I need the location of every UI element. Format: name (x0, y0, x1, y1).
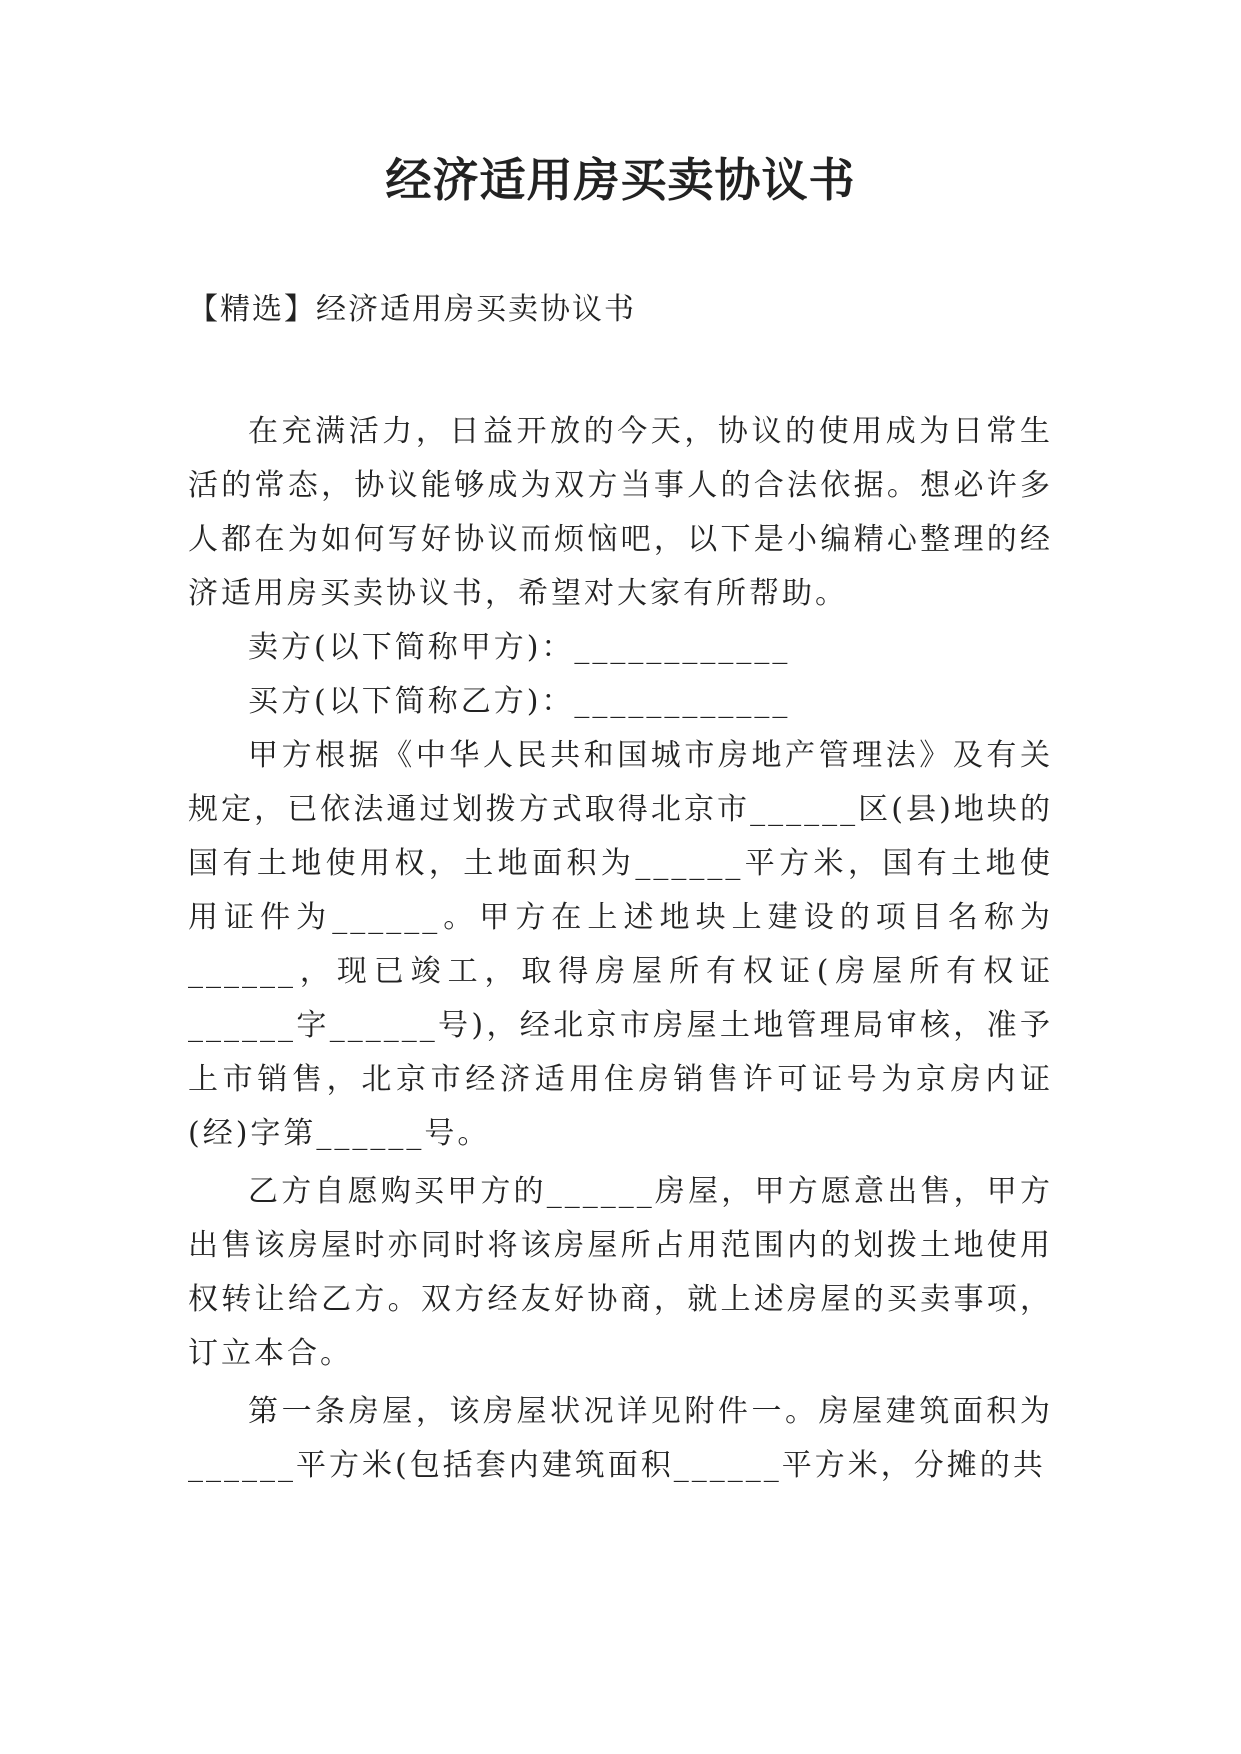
document-body (188, 405, 1053, 1493)
land-use-paragraph: 甲方根据《中华人民共和国城市房地产管理法》及有关规定，已依法通过划拨方式取得北京市______区(县)地块的国有土地使用权，土地面积为______平方米，国有土地使用证件为______。甲方在上述地块上建设的项目名称为______，现已竣工，取得房屋所有权证(房屋所有权证______字______号)，经北京市房屋土地管理局审核，准予上市销售，北京市经济适用住房销售许可证号为京房内证(经)字第______号。 (188, 738, 1053, 1151)
document-subtitle: 【精选】经济适用房买卖协议书 (188, 292, 636, 327)
article-one-paragraph: 第一条房屋，该房屋状况详见附件一。房屋建筑面积为______平方米(包括套内建筑面积______平方米，分摊的共 (188, 1394, 1053, 1483)
seller-line: 卖方(以下简称甲方)：____________ (248, 630, 791, 665)
intro-paragraph: 在充满活力，日益开放的今天，协议的使用成为日常生活的常态，协议能够成为双方当事人的合法依据。想必许多人都在为如何写好协议而烦恼吧，以下是小编精心整理的经济适用房买卖协议书，希望对大家有所帮助。 (188, 414, 1053, 611)
buyer-line: 买方(以下简称乙方)：____________ (248, 684, 791, 719)
document-title: 经济适用房买卖协议书 (385, 153, 856, 207)
purchase-paragraph: 乙方自愿购买甲方的______房屋，甲方愿意出售，甲方出售该房屋时亦同时将该房屋所占用范围内的划拨土地使用权转让给乙方。双方经友好协商，就上述房屋的买卖事项，订立本合。 (188, 1174, 1053, 1371)
